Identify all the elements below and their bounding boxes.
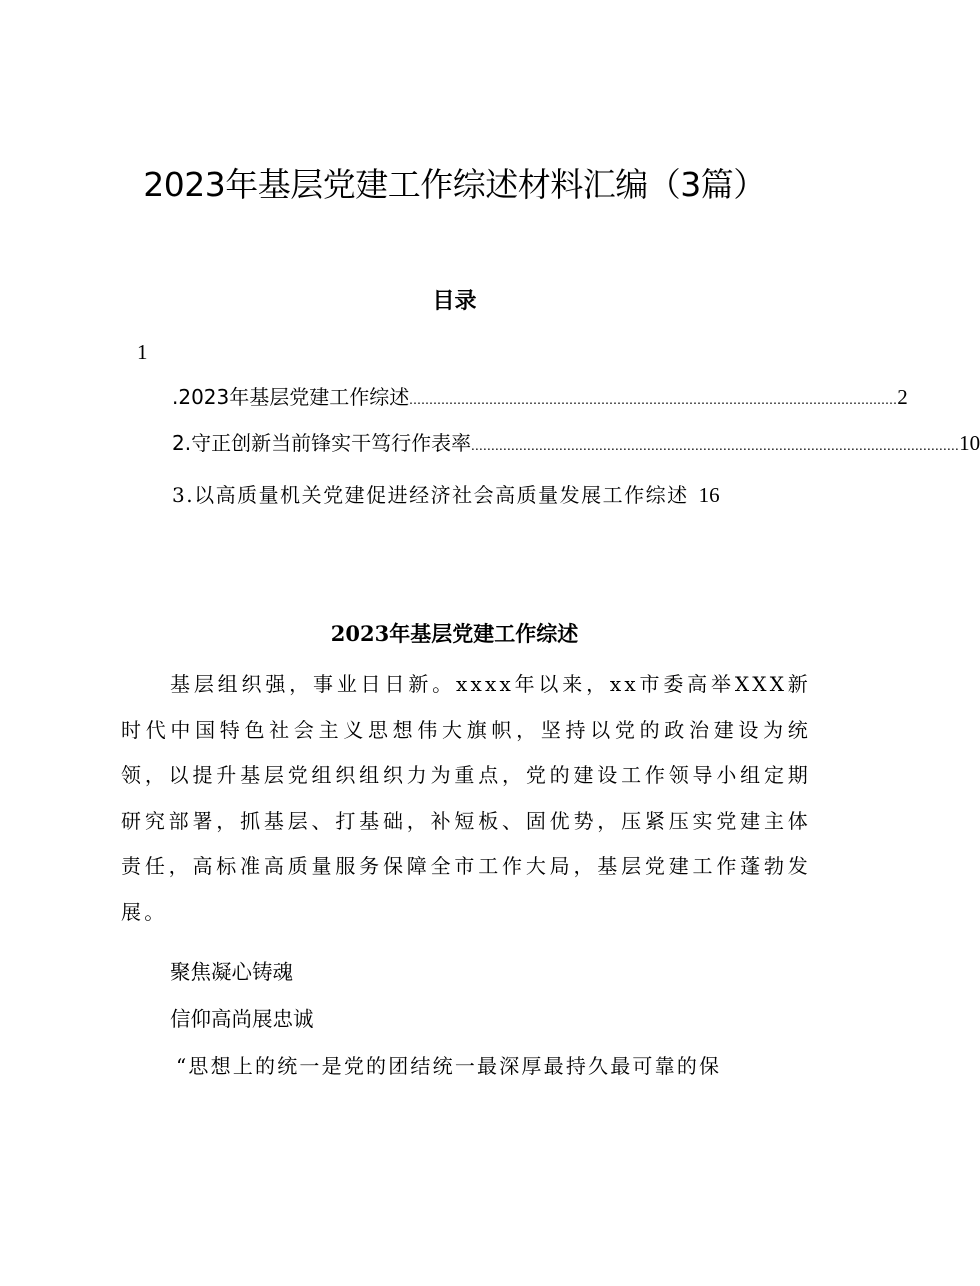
toc-entry[interactable]	[172, 428, 980, 458]
toc-entry-page: 2	[897, 385, 908, 409]
subheading: 聚焦凝心铸魂	[170, 960, 293, 984]
toc-entry-page: 10	[959, 431, 980, 455]
toc-marker: 1	[137, 340, 148, 364]
toc-entry-page: 16	[698, 483, 720, 507]
subheading: 信仰高尚展忠诚	[170, 1007, 314, 1031]
body-text-line: “思想上的统一是党的团结统一最深厚最持久最可靠的保	[176, 1054, 722, 1078]
toc-entry-text: 2.守正创新当前锋实干笃行作表率	[172, 431, 472, 455]
toc-entry-text: .2023年基层党建工作综述	[172, 385, 410, 409]
toc-entry[interactable]	[172, 382, 908, 412]
toc-entry[interactable]	[172, 480, 789, 510]
toc-dot-leader: ..........................................................................................................................	[471, 439, 960, 454]
toc-entry-text: 3.以高质量机关党建促进经济社会高质量发展工作综述	[172, 483, 689, 507]
toc-heading: 目录	[432, 288, 477, 314]
toc-dot-leader: ..........................................................................................................................	[409, 393, 898, 408]
article-title: 2023年基层党建工作综述	[330, 621, 579, 646]
intro-paragraph: 基层组织强，事业日日新。xxxx年以来，xx市委高举XXX新时代中国特色社会主义思想伟大旗帜，坚持以党的政治建设为统领，以提升基层党组织组织力为重点，党的建设工作领导小组定期研究部署，抓基层、打基础，补短板、固优势，压紧压实党建主体责任，高标准高质量服务保障全市工作大局，基层党建工作蓬勃发展。	[121, 672, 811, 924]
document-title: 2023年基层党建工作综述材料汇编（3篇）	[143, 165, 766, 204]
